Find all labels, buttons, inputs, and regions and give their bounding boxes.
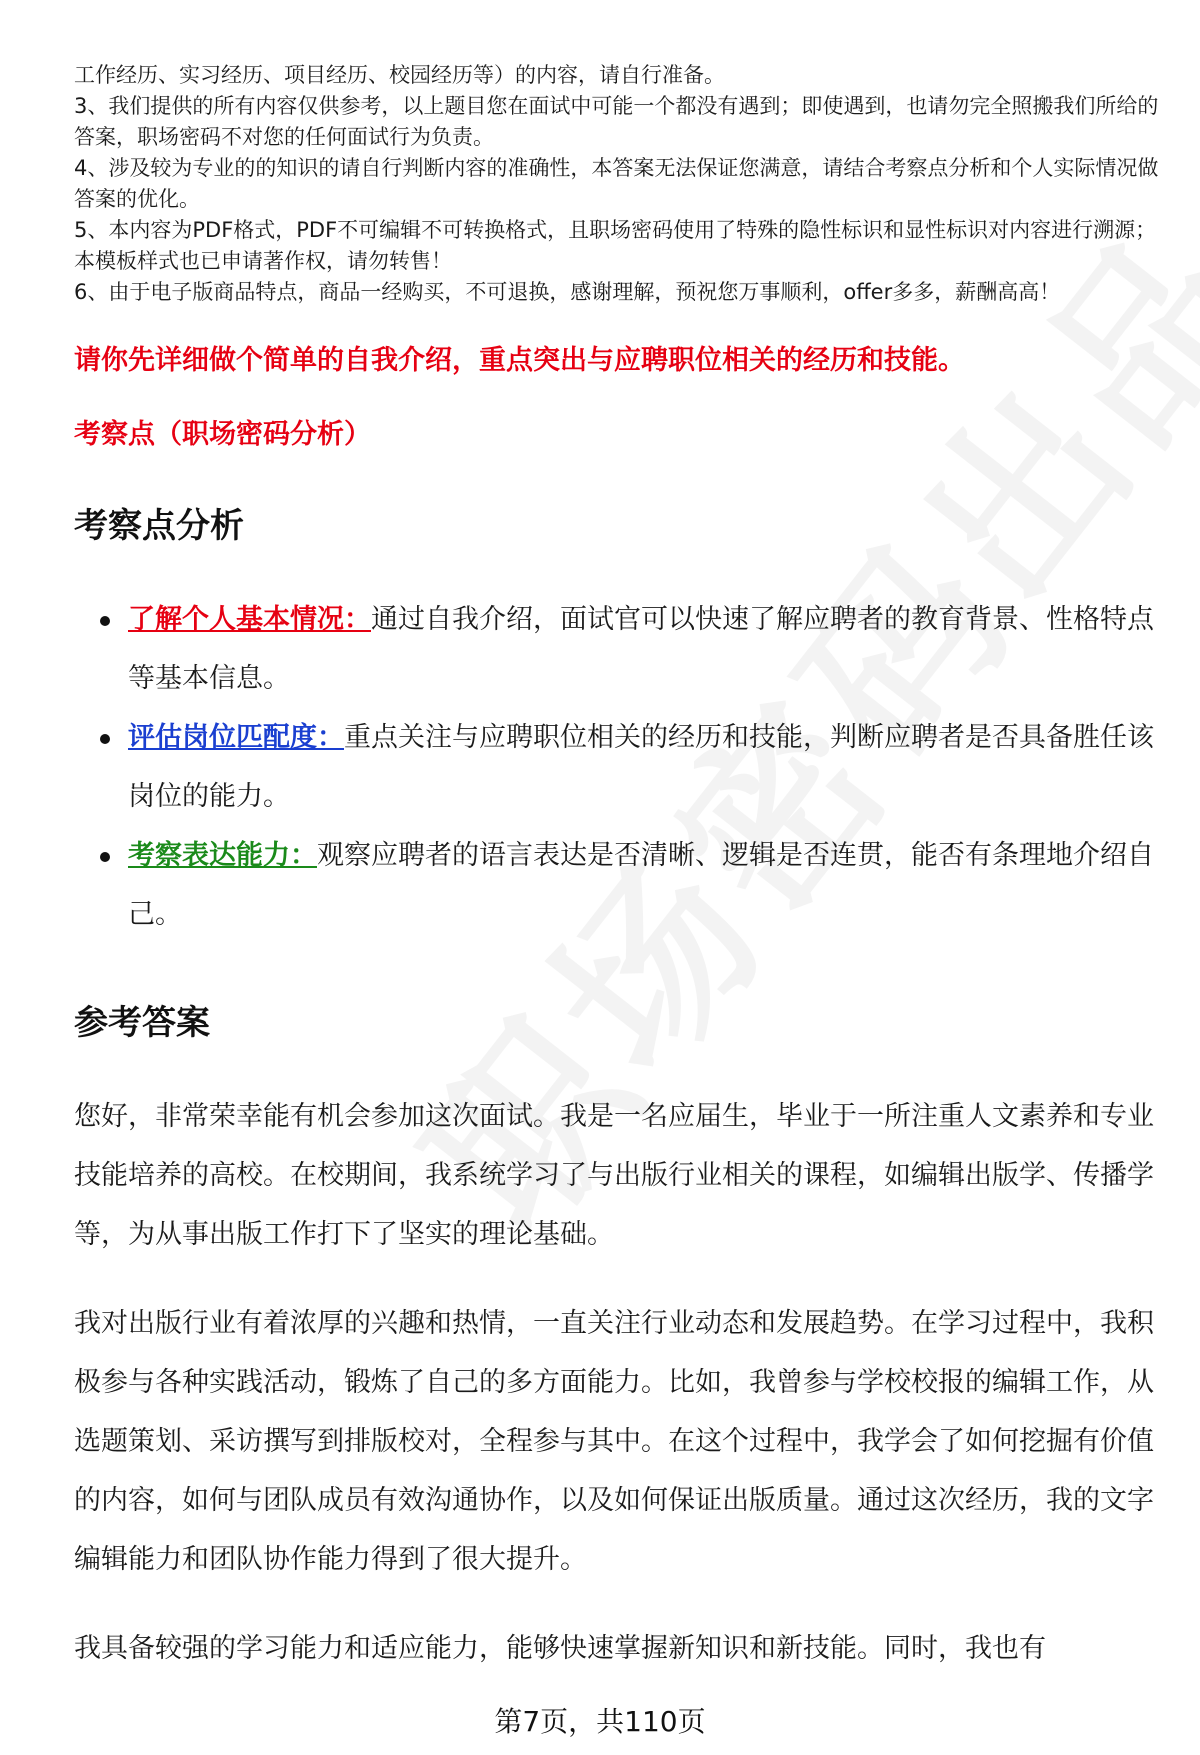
analysis-text: 通过自我介绍，面试官可以快速了解应聘者的教育背景、性格特点等基本信息。 bbox=[128, 604, 1154, 694]
analysis-key: 了解个人基本情况： bbox=[128, 604, 371, 635]
note-line: 6、由于电子版商品特点，商品一经购买，不可退换，感谢理解，预祝您万事顺利，offer多多，薪酬高高！ bbox=[74, 280, 1061, 304]
interview-question: 请你先详细做个简单的自我介绍，重点突出与应聘职位相关的经历和技能。 bbox=[74, 345, 965, 376]
analysis-text: 观察应聘者的语言表达是否清晰、逻辑是否连贯，能否有条理地介绍自己。 bbox=[128, 840, 1154, 930]
note-line: 4、涉及较为专业的的知识的请自行判断内容的准确性，本答案无法保证您满意，请结合考察点分析和个人实际情况做答案的优化。 bbox=[74, 156, 1159, 211]
analysis-item bbox=[100, 826, 1160, 944]
analysis-text: 重点关注与应聘职位相关的经历和技能，判断应聘者是否具备胜任该岗位的能力。 bbox=[128, 722, 1154, 812]
answer-heading: 参考答案 bbox=[74, 1003, 210, 1043]
answer-paragraph: 您好，非常荣幸能有机会参加这次面试。我是一名应届生，毕业于一所注重人文素养和专业技能培养的高校。在校期间，我系统学习了与出版行业相关的课程，如编辑出版学、传播学等，为从事出版工作打下了坚实的理论基础。 bbox=[74, 1101, 1154, 1250]
analysis-key: 考察表达能力： bbox=[128, 840, 317, 871]
analysis-item bbox=[100, 590, 1160, 708]
answer-paragraph: 我对出版行业有着浓厚的兴趣和热情，一直关注行业动态和发展趋势。在学习过程中，我积极参与各种实践活动，锻炼了自己的多方面能力。比如，我曾参与学校校报的编辑工作，从选题策划、采访撰写到排版校对，全程参与其中。在这个过程中，我学会了如何挖掘有价值的内容，如何与团队成员有效沟通协作，以及如何保证出版质量。通过这次经历，我的文字编辑能力和团队协作能力得到了很大提升。 bbox=[74, 1308, 1154, 1575]
analysis-key: 评估岗位匹配度： bbox=[128, 722, 344, 753]
exam-point-label: 考察点（职场密码分析） bbox=[74, 419, 371, 450]
note-line: 3、我们提供的所有内容仅供参考，以上题目您在面试中可能一个都没有遇到；即使遇到，也请勿完全照搬我们所给的答案，职场密码不对您的任何面试行为负责。 bbox=[74, 94, 1159, 149]
page-number: 第7页，共110页 bbox=[494, 1705, 706, 1738]
note-line: 5、本内容为PDF格式，PDF不可编辑不可转换格式，且职场密码使用了特殊的隐性标识和显性标识对内容进行溯源；本模板样式也已申请著作权，请勿转售！ bbox=[74, 218, 1157, 273]
answer-paragraph: 我具备较强的学习能力和适应能力，能够快速掌握新知识和新技能。同时，我也有 bbox=[74, 1633, 1046, 1664]
analysis-list bbox=[100, 590, 1160, 944]
answer-body bbox=[74, 1087, 1154, 1708]
bullet-icon bbox=[100, 616, 110, 626]
notes-section bbox=[74, 60, 1164, 308]
analysis-item bbox=[100, 708, 1160, 826]
bullet-icon bbox=[100, 852, 110, 862]
analysis-heading: 考察点分析 bbox=[74, 506, 244, 546]
bullet-icon bbox=[100, 734, 110, 744]
note-line: 工作经历、实习经历、项目经历、校园经历等）的内容，请自行准备。 bbox=[74, 63, 725, 87]
